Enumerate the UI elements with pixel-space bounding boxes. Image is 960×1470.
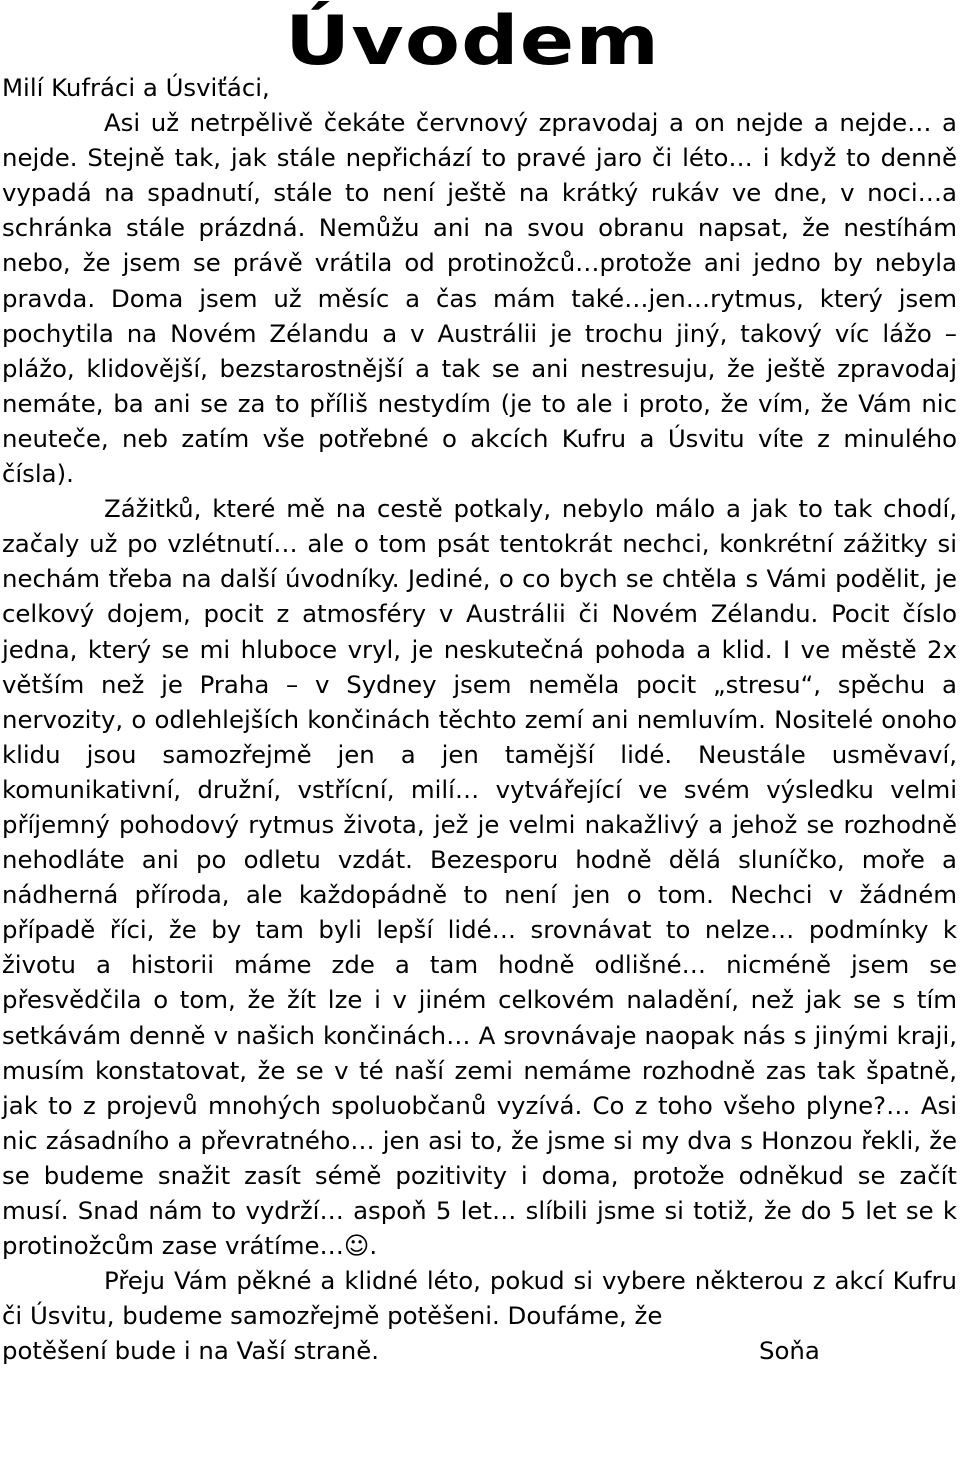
closing-last-line (2, 1333, 957, 1368)
article-body (2, 70, 957, 1368)
paragraph-impressions: Zážitků, které mě na cestě potkaly, nebylo málo a jak to tak chodí, začaly už po vzlétnutí… ale o tom psát tentokrát nechci, konkrétní zážitky si nechám třeba na další úvodníky. Jediné, o co bych se chtěla s Vámi podělit, je celkový dojem, pocit z atmosféry v Austrálii či Novém Zélandu. Pocit číslo jedna, který se mi hluboce vryl, je neskutečná pohoda a klid. I ve městě 2x větším než je Praha – v Sydney jsem neměla pocit „stresu“, spěchu a nervozity, o odlehlejších končinách těchto zemí ani nemluvím. Nositelé onoho klidu jsou samozřejmě jen a jen tamější lidé. Neustále usměvaví, komunikativní, družní, vstřícní, milí… vytvářející ve svém výsledku velmi příjemný pohodový rytmus života, jež je velmi nakažlivý a jehož se rozhodně nehodláte ani po odletu vzdát. Bezesporu hodně dělá sluníčko, moře a nádherná příroda, ale každopádně to není jen o tom. Nechci v žádném případě říci, že by tam byli lepší lidé… srovnávat to nelze… podmínky k životu a historii máme zde a tam hodně odlišné… nicméně jsem se přesvědčila o tom, že žít lze i v jiném celkovém naladění, než jak se s tím setkávám denně v našich končinách… A srovnávaje naopak nás s jinými kraji, musím konstatovat, že se v té naší zemi nemáme rozhodně zas tak špatně, jak to z projevů mnohých spoluobčanů vyzívá. Co z toho všeho plyne?… Asi nic zásadního a převratného… jen asi to, že jsme si my dva s Honzou řekli, že se budeme snažit zasít sémě pozitivity i doma, protože odněkud se začít musí. Snad nám to vydrží… aspoň 5 let… slíbili jsme si totiž, že do 5 let se k protinožcům zase vrátíme…☺. (2, 494, 957, 1261)
greeting: Milí Kufráci a Úsviťáci, (2, 73, 270, 102)
closing-text-end: potěšení bude i na Vaší straně. (2, 1336, 379, 1366)
paragraph-closing: Přeju Vám pěkné a klidné léto, pokud si vybere některou z akcí Kufru či Úsvitu, budeme samozřejmě potěšeni. Doufáme, že (2, 1266, 957, 1331)
signature: Soňa (758, 1336, 820, 1366)
article-title: Úvodem (285, 2, 661, 81)
paragraph-intro: Asi už netrpělivě čekáte červnový zpravodaj a on nejde a nejde… a nejde. Stejně tak, jak stále nepřichází to pravé jaro či léto… i když to denně vypadá na spadnutí, stále to není ještě na krátký rukáv ve dne, v noci…a schránka stále prázdná. Nemůžu ani na svou obranu napsat, že nestíhám nebo, že jsem se právě vrátila od protinožců…protože ani jedno by nebyla pravda. Doma jsem už měsíc a čas mám také…jen…rytmus, který jsem pochytila na Novém Zélandu a v Austrálii je trochu jiný, takový víc lážo – plážo, klidovější, bezstarostnější a tak se ani nestresuju, že ještě zpravodaj nemáte, ba ani se za to příliš nestydím (je to ale i proto, že vím, že Vám nic neuteče, neb zatím vše potřebné o akcích Kufru a Úsvitu víte z minulého čísla). (2, 108, 957, 489)
